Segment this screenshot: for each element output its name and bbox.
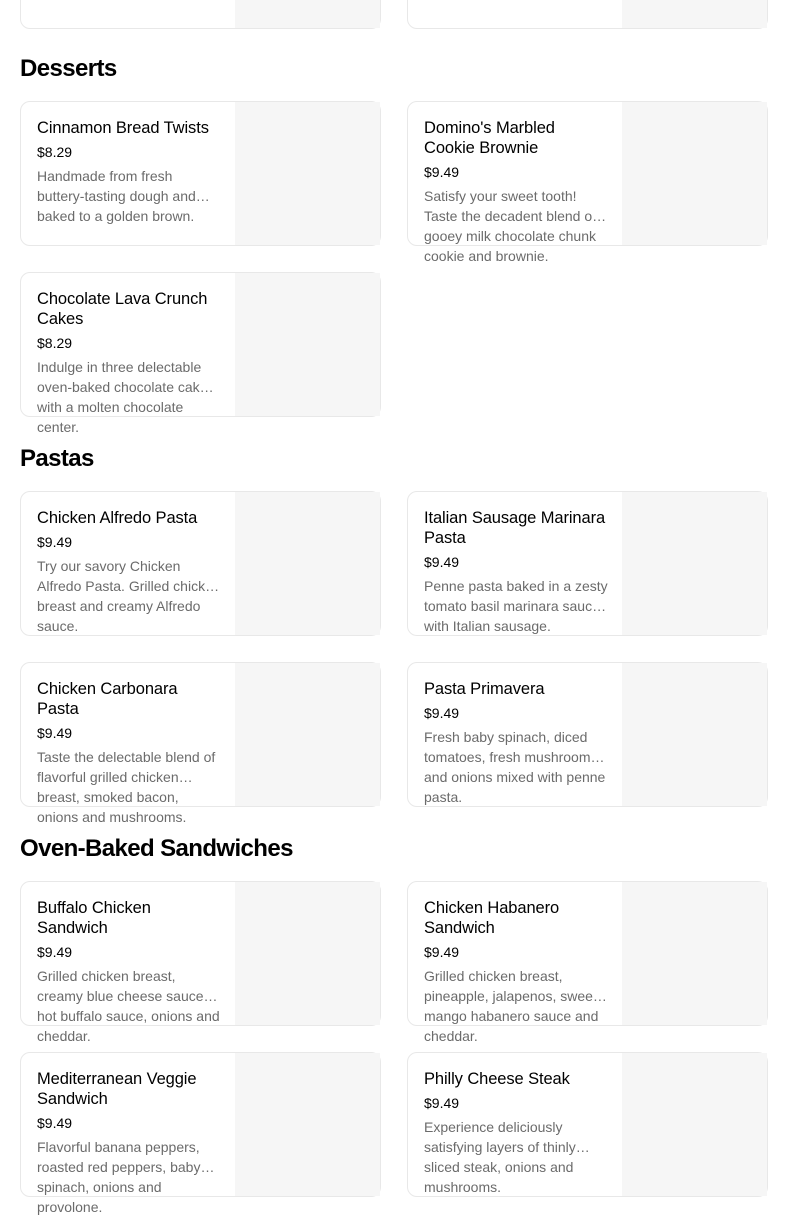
menu-item-card[interactable] <box>20 0 381 29</box>
menu-item-description: Grilled chicken breast, creamy blue cheese sauce, hot buffalo sauce, onions and cheddar. <box>37 968 220 1044</box>
menu-item-name: Chocolate Lava Crunch Cakes <box>37 290 208 328</box>
menu-item-name: Buffalo Chicken Sandwich <box>37 899 151 937</box>
menu-item-italian-sausage-marinara-pasta[interactable] <box>407 491 768 636</box>
menu-item-pasta-primavera[interactable] <box>407 662 768 807</box>
menu-item-name: Pasta Primavera <box>424 680 545 698</box>
menu-item-price: $8.29 <box>37 335 73 351</box>
menu-item-image <box>622 492 767 635</box>
menu-item-description: Experience deliciously satisfying layers of thinly sliced steak, onions and mushrooms. <box>424 1119 576 1195</box>
menu-item-cinnamon-bread-twists[interactable] <box>20 101 381 246</box>
menu-item-description: Handmade from fresh buttery-tasting dough and baked to a golden brown. <box>37 168 196 224</box>
menu-item-name: Chicken Carbonara Pasta <box>37 680 178 718</box>
menu-item-description: Try our savory Chicken Alfredo Pasta. Grilled chicken breast and creamy Alfredo sauce. <box>37 558 221 634</box>
menu-item-price: $8.29 <box>37 144 73 160</box>
section-title-desserts: Desserts <box>20 55 117 82</box>
menu-item-price: $9.49 <box>37 1115 73 1131</box>
menu-item-name: Italian Sausage Marinara Pasta <box>424 509 606 547</box>
menu-item-image <box>622 102 767 245</box>
menu-item-description: Penne pasta baked in a zesty tomato basil marinara sauce with Italian sausage. <box>424 578 608 634</box>
menu-item-image <box>622 0 767 28</box>
menu-item-mediterranean-veggie-sandwich[interactable] <box>20 1052 381 1215</box>
menu-item-name: Philly Cheese Steak <box>424 1070 570 1088</box>
menu-item-description: Fresh baby spinach, diced tomatoes, fresh mushrooms and onions mixed with penne pasta. <box>424 729 606 805</box>
menu-item-image <box>235 882 380 1025</box>
menu-item-image <box>622 1053 767 1196</box>
menu-item-name: Chicken Alfredo Pasta <box>37 509 198 527</box>
menu-item-image <box>235 1053 380 1196</box>
menu-item-name: Domino's Marbled Cookie Brownie <box>424 119 555 157</box>
menu-item-chicken-carbonara-pasta[interactable] <box>20 662 381 825</box>
menu-item-chicken-alfredo-pasta[interactable] <box>20 491 381 636</box>
menu-item-image <box>235 273 380 416</box>
menu-item-chicken-habanero-sandwich[interactable] <box>407 881 768 1044</box>
menu-item-image <box>235 663 380 806</box>
menu-item-price: $9.49 <box>424 554 460 570</box>
menu-item-price: $9.49 <box>37 534 73 550</box>
menu-item-marbled-cookie-brownie[interactable] <box>407 101 768 264</box>
menu-item-name: Chicken Habanero Sandwich <box>424 899 560 937</box>
menu-item-description: Satisfy your sweet tooth! Taste the decadent blend of gooey milk chocolate chunk cookie and brownie. <box>424 188 597 264</box>
menu-item-chocolate-lava-crunch-cakes[interactable] <box>20 272 381 435</box>
menu-item-price: $9.49 <box>424 164 460 180</box>
menu-item-image <box>622 663 767 806</box>
menu-item-image <box>235 102 380 245</box>
menu-item-image <box>622 882 767 1025</box>
menu-item-description: Grilled chicken breast, pineapple, jalapenos, sweet mango habanero sauce and cheddar. <box>424 968 599 1044</box>
menu-item-buffalo-chicken-sandwich[interactable] <box>20 881 381 1044</box>
menu-item-name: Cinnamon Bread Twists <box>37 119 209 137</box>
menu-item-description: Indulge in three delectable oven-baked chocolate cakes with a molten chocolate center. <box>37 359 215 435</box>
menu-item-card[interactable] <box>407 0 768 29</box>
menu-item-price: $9.49 <box>424 944 460 960</box>
menu-item-philly-cheese-steak[interactable] <box>407 1052 768 1197</box>
menu-item-price: $9.49 <box>424 1095 460 1111</box>
menu-item-price: $9.49 <box>424 705 460 721</box>
menu-item-image <box>235 492 380 635</box>
menu-item-name: Mediterranean Veggie Sandwich <box>37 1070 197 1108</box>
section-title-pastas: Pastas <box>20 445 94 472</box>
menu-item-image <box>235 0 380 28</box>
menu-item-price: $9.49 <box>37 725 73 741</box>
menu-item-description: Flavorful banana peppers, roasted red peppers, baby spinach, onions and provolone. <box>37 1139 201 1215</box>
menu-item-description: Taste the delectable blend of flavorful grilled chicken breast, smoked bacon, onions and mushrooms. <box>37 749 216 825</box>
section-title-oven-baked-sandwiches: Oven-Baked Sandwiches <box>20 835 293 862</box>
menu-item-price: $9.49 <box>37 944 73 960</box>
